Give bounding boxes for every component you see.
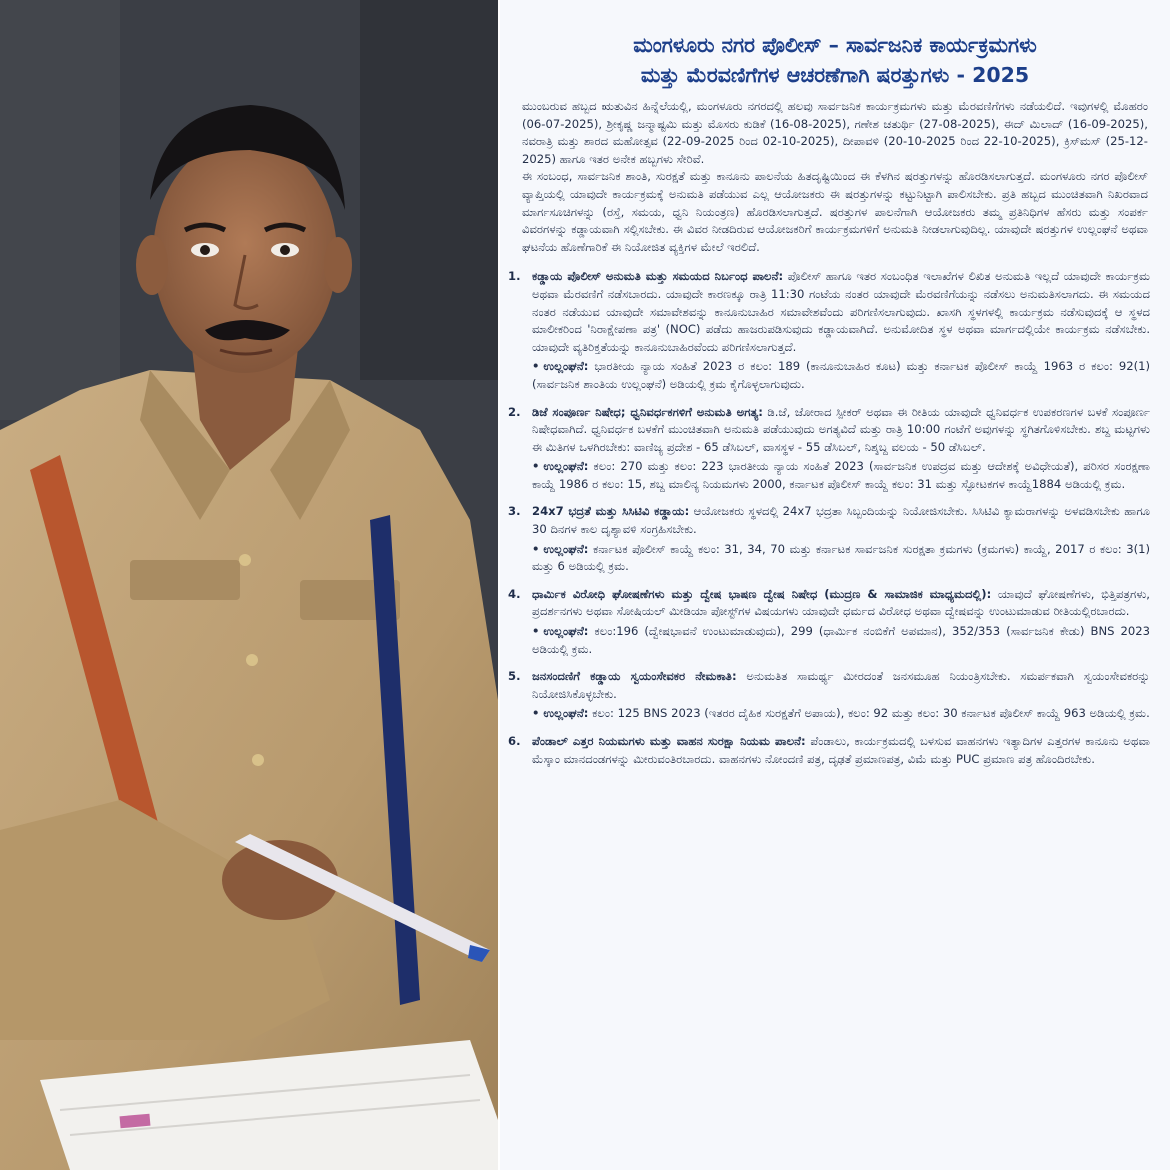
rule-body: ಯಾವುದೆ ಘೋಷಣೆಗಳು, ಭಿತ್ತಿಪತ್ರಗಳು, ಪ್ರದರ್ಶನಗಳು ಅಥವಾ ಸೋಷಿಯಲ್ ಮೀಡಿಯಾ ಪೋಸ್ಟ್‌ಗಳ ವಿಷಯಗಳು ಯಾವುದೇ ಧರ್ಮದ ವಿರೋಧ ಅಥವಾ ದ್ವೇಷವನ್ನು ಉಂಟುಮಾಡುವ ರೀತಿಯಲ್ಲಿರಬಾರದು. xyxy=(532,586,1150,619)
rule-body: ಪೊಲೀಸ್ ಹಾಗೂ ಇತರ ಸಂಬಂಧಿತ ಇಲಾಖೆಗಳ ಲಿಖಿತ ಅನುಮತಿ ಇಲ್ಲದೆ ಯಾವುದೇ ಕಾರ್ಯಕ್ರಮ ಅಥವಾ ಮೆರವಣಿಗೆ ನಡೆಸಬಾರದು. ಯಾವುದೇ ಕಾರಣಕ್ಕೂ ರಾತ್ರಿ 11:30 ಗಂಟೆಯ ನಂತರ ಯಾವುದೇ ಮೆರವಣಿಗೆಯನ್ನು ನಡೆಸಲು ಅನುಮತಿಸಲಾಗದು. ಈ ಸಮಯದ ನಂತರ ನಡೆಯುವ ಯಾವುದೇ ಸಮಾವೇಶವನ್ನು ಕಾನೂನುಬಾಹಿರ ಸಮಾವೇಶವೆಂದು ಪರಿಗಣಿಸಲಾಗುವುದು. ಖಾಸಗಿ ಸ್ಥಳಗಳಲ್ಲಿ ಕಾರ್ಯಕ್ರಮ ನಡೆಸುವುದಕ್ಕೆ ಆ ಸ್ಥಳದ ಮಾಲೀಕರಿಂದ 'ನಿರಾಕ್ಷೇಪಣಾ ಪತ್ರ' (NOC) ಪಡೆದು ಹಾಜರುಪಡಿಸುವುದು ಕಡ್ಡಾಯವಾಗಿದೆ. ಅನುಮೋದಿತ ಸ್ಥಳ ಅಥವಾ ಮಾರ್ಗದಲ್ಲಿಯೇ ಕಾರ್ಯಕ್ರಮ ನಡೆಸಬೇಕು. ಯಾವುದೇ ವ್ಯತಿರಿಕ್ತತೆಯನ್ನು ಕಾನೂನುಬಾಹಿರವೆಂದು ಪರಿಗಣಿಸಲಾಗುತ್ತದೆ. xyxy=(532,269,1151,354)
rule-item xyxy=(508,404,1150,494)
violation-text: ಕರ್ನಾಟಕ ಪೊಲೀಸ್ ಕಾಯ್ದೆ ಕಲಂ: 31, 34, 70 ಮತ್ತು ಕರ್ನಾಟಕ ಸಾರ್ವಜನಿಕ ಸುರಕ್ಷತಾ ಕ್ರಮಗಳು (ಕ್ರಮಗಳು) ಕಾಯ್ದೆ, 2017 ರ ಕಲಂ: 3(1) ಮತ್ತು 6 ಅಡಿಯಲ್ಲಿ ಕ್ರಮ. xyxy=(532,541,1150,574)
rule-heading: ಪೆಂಡಾಲ್ ಎತ್ತರ ನಿಯಮಗಳು ಮತ್ತು ವಾಹನ ಸುರಕ್ಷಾ ನಿಯಮ ಪಾಲನೆ: xyxy=(532,734,806,748)
rule-heading: ಕಡ್ಡಾಯ ಪೊಲೀಸ್ ಅನುಮತಿ ಮತ್ತು ಸಮಯದ ನಿರ್ಬಂಧ ಪಾಲನೆ: xyxy=(532,269,784,284)
officer-photo xyxy=(0,0,498,1170)
rule-heading: ಧಾರ್ಮಿಕ ವಿರೋಧಿ ಘೋಷಣೆಗಳು ಮತ್ತು ದ್ವೇಷ ಭಾಷಣ ದ್ವೇಷ ನಿಷೇಧ (ಮುದ್ರಣ & ಸಾಮಾಜಿಕ ಮಾಧ್ಯಮದಲ್ಲಿ): xyxy=(532,586,992,601)
rule-body: ಡಿ.ಜೆ, ಜೋರಾದ ಸ್ಪೀಕರ್ ಅಥವಾ ಈ ರೀತಿಯ ಯಾವುದೇ ಧ್ವನಿವರ್ಧಕ ಉಪಕರಣಗಳ ಬಳಕೆ ಸಂಪೂರ್ಣ ನಿಷೇಧವಾಗಿದೆ. ಧ್ವನಿವರ್ಧಕ ಬಳಕೆಗೆ ಮುಂಚಿತವಾಗಿ ಅನುಮತಿ ಪಡೆಯುವುದು ಅಗತ್ಯವಿದೆ ಮತ್ತು ರಾತ್ರಿ 10:00 ಗಂಟೆಗೆ ಅವುಗಳನ್ನು ಸ್ಥಗಿತಗೊಳಿಸಬೇಕು. ಶಬ್ದ ಮಟ್ಟಗಳು ಈ ಮಿತಿಗಳ ಒಳಗಿರಬೇಕು: ವಾಣಿಜ್ಯ ಪ್ರದೇಶ - 65 ಡೆಸಿಬಲ್, ವಾಸಸ್ಥಳ - 55 ಡೆಸಿಬಲ್, ನಿಶ್ಶಬ್ದ ವಲಯ - 50 ಡೆಸಿಬಲ್. xyxy=(532,404,1150,454)
intro-paragraph-2: ಈ ಸಂಬಂಧ, ಸಾರ್ವಜನಿಕ ಶಾಂತಿ, ಸುರಕ್ಷತೆ ಮತ್ತು ಕಾನೂನು ಪಾಲನೆಯ ಹಿತದೃಷ್ಟಿಯಿಂದ ಈ ಕೆಳಗಿನ ಷರತ್ತುಗಳನ್ನು ಹೊರಡಿಸಲಾಗುತ್ತದೆ. ಮಂಗಳೂರು ನಗರ ಪೊಲೀಸ್ ವ್ಯಾಪ್ತಿಯಲ್ಲಿ ಯಾವುದೇ ಕಾರ್ಯಕ್ರಮಕ್ಕೆ ಅನುಮತಿ ಪಡೆಯುವ ಎಲ್ಲ ಆಯೋಜಕರು ಈ ಷರತ್ತುಗಳನ್ನು ಕಟ್ಟುನಿಟ್ಟಾಗಿ ಪಾಲಿಸಬೇಕು. ಪ್ರತಿ ಹಬ್ಬದ ಮುಂಚಿತವಾಗಿ ನಿಖರವಾದ ಮಾರ್ಗಸೂಚಿಗಳನ್ನು (ರಸ್ತೆ, ಸಮಯ, ಧ್ವನಿ ನಿಯಂತ್ರಣ) ಹೊರಡಿಸಲಾಗುತ್ತದೆ. ಷರತ್ತುಗಳ ಪಾಲನೆಗಾಗಿ ಆಯೋಜಕರು ತಮ್ಮ ಪ್ರತಿನಿಧಿಗಳ ಹೆಸರು ಮತ್ತು ಸಂಪರ್ಕ ವಿವರಗಳನ್ನು ಕಡ್ಡಾಯವಾಗಿ ಸಲ್ಲಿಸಬೇಕು. ಈ ವಿವರ ನೀಡದಿರುವ ಆಯೋಜಕರಿಗೆ ಕಾರ್ಯಕ್ರಮಗಳಿಗೆ ಅನುಮತಿ ನೀಡಲಾಗುವುದಿಲ್ಲ. ಯಾವುದೇ ಷರತ್ತುಗಳ ಉಲ್ಲಂಘನೆ ಅಥವಾ ಘಟನೆಯ ಹೊಣೆಗಾರಿಕೆ ಈ ನಿಯೋಜಿತ ವ್ಯಕ್ತಿಗಳ ಮೇಲೆ ಇರಲಿದೆ. xyxy=(522,169,1148,254)
rule-item xyxy=(508,503,1150,575)
notice-title-line1: ಮಂಗಳೂರು ನಗರ ಪೊಲೀಸ್ – ಸಾರ್ವಜನಿಕ ಕಾರ್ಯಕ್ರಮಗಳು xyxy=(633,33,1037,57)
rule-violation xyxy=(532,705,1150,723)
rule-body: ಪೆಂಡಾಲು, ಕಾರ್ಯಕ್ರಮದಲ್ಲಿ ಬಳಸುವ ವಾಹನಗಳು ಇತ್ಯಾದಿಗಳ ಎತ್ತರಗಳ ಕಾನೂನು ಅಥವಾ ಮೆಸ್ಕಾಂ ಮಾನದಂಡಗಳನ್ನು ಮೀರುವಂತಿರಬಾರದು. ವಾಹನಗಳು ನೋಂದಣಿ ಪತ್ರ, ದೃಢತೆ ಪ್ರಮಾಣಪತ್ರ, ವಿಮೆ ಮತ್ತು PUC ಪ್ರಮಾಣ ಪತ್ರ ಹೊಂದಿರಬೇಕು. xyxy=(532,734,1150,766)
rule-item xyxy=(508,733,1150,768)
notice-intro xyxy=(522,98,1148,256)
rule-body: ಅನುಮತಿತ ಸಾಮರ್ಥ್ಯ ಮೀರದಂತೆ ಜನಸಮೂಹ ನಿಯಂತ್ರಿಸಬೇಕು. ಸಮರ್ಪಕವಾಗಿ ಸ್ವಯಂಸೇವಕರನ್ನು ನಿಯೋಜಿಸಿಕೊಳ್ಳಬೇಕು. xyxy=(532,669,1150,701)
rule-heading: 24x7 ಭದ್ರತೆ ಮತ್ತು ಸಿಸಿಟಿವಿ ಕಡ್ಡಾಯ: xyxy=(532,504,690,519)
rule-body: ಆಯೋಜಕರು ಸ್ಥಳದಲ್ಲಿ 24x7 ಭದ್ರತಾ ಸಿಬ್ಬಂದಿಯನ್ನು ನಿಯೋಜಿಸಬೇಕು. ಸಿಸಿಟಿವಿ ಕ್ಯಾಮರಾಗಳನ್ನು ಅಳವಡಿಸಬೇಕು ಹಾಗೂ 30 ದಿನಗಳ ಕಾಲ ದೃಶ್ಯಾವಳಿ ಸಂಗ್ರಹಿಸಬೇಕು. xyxy=(532,504,1150,537)
rule-violation xyxy=(532,458,1150,493)
notice-panel xyxy=(500,0,1170,1170)
violation-label: ಉಲ್ಲಂಘನೆ: xyxy=(543,459,589,474)
bullet-icon: • xyxy=(532,541,540,556)
rule-number: 6. xyxy=(508,734,521,748)
rule-item xyxy=(508,586,1150,658)
rule-heading: ಡಿಜೆ ಸಂಪೂರ್ಣ ನಿಷೇಧ; ಧ್ವನಿವರ್ಧಕಗಳಿಗೆ ಅನುಮತಿ ಅಗತ್ಯ: xyxy=(532,404,763,419)
violation-label: ಉಲ್ಲಂಘನೆ: xyxy=(543,541,589,556)
bullet-icon: • xyxy=(532,459,540,474)
rules-list xyxy=(508,268,1150,768)
rule-violation xyxy=(532,541,1150,576)
bullet-icon: • xyxy=(532,624,540,639)
violation-label: ಉಲ್ಲಂಘನೆ: xyxy=(543,624,589,639)
violation-text: ಕಲಂ: 125 BNS 2023 (ಇತರರ ದೈಹಿಕ ಸುರಕ್ಷತೆಗೆ ಅಪಾಯ), ಕಲಂ: 92 ಮತ್ತು ಕಲಂ: 30 ಕರ್ನಾಟಕ ಪೊಲೀಸ್ ಕಾಯ್ದೆ 963 ಅಡಿಯಲ್ಲಿ ಕ್ರಮ. xyxy=(592,706,1150,721)
rule-number: 5. xyxy=(508,669,521,684)
violation-label: ಉಲ್ಲಂಘನೆ: xyxy=(543,359,589,374)
bullet-icon: • xyxy=(532,359,540,374)
rule-item xyxy=(508,668,1150,723)
rule-number: 3. xyxy=(508,504,521,519)
rule-number: 1. xyxy=(508,269,521,284)
rule-violation xyxy=(532,358,1150,393)
rule-item xyxy=(508,268,1150,393)
violation-text: ಭಾರತೀಯ ನ್ಯಾಯ ಸಂಹಿತೆ 2023 ರ ಕಲಂ: 189 (ಕಾನೂನುಬಾಹಿರ ಕೂಟ) ಮತ್ತು ಕರ್ನಾಟಕ ಪೊಲೀಸ್ ಕಾಯ್ದೆ 1963 ರ ಕಲಂ: 92(1) (ಸಾರ್ವಜನಿಕ ಶಾಂತಿಯ ಉಲ್ಲಂಘನೆ) ಅಡಿಯಲ್ಲಿ ಕ್ರಮ ಕೈಗೊಳ್ಳಲಾಗುವುದು. xyxy=(532,359,1150,391)
officer-portrait-illustration xyxy=(0,0,498,1170)
rule-heading: ಜನಸಂದಣಿಗೆ ಕಡ್ಡಾಯ ಸ್ವಯಂಸೇವಕರ ನೇಮಕಾತಿ: xyxy=(532,669,737,684)
intro-paragraph-1: ಮುಂಬರುವ ಹಬ್ಬದ ಋತುವಿನ ಹಿನ್ನೆಲೆಯಲ್ಲಿ, ಮಂಗಳೂರು ನಗರದಲ್ಲಿ ಹಲವು ಸಾರ್ವಜನಿಕ ಕಾರ್ಯಕ್ರಮಗಳು ಮತ್ತು ಮೆರವಣಿಗೆಗಳು ನಡೆಯಲಿದೆ. ಇವುಗಳಲ್ಲಿ ಮೊಹರಂ (06-07-2025), ಶ್ರೀಕೃಷ್ಣ ಜನ್ಮಾಷ್ಟಮಿ ಮತ್ತು ಮೊಸರು ಕುಡಿಕೆ (16-08-2025), ಗಣೇಶ ಚತುರ್ಥಿ (27-08-2025), ಈದ್ ಮಿಲಾದ್ (16-09-2025), ನವರಾತ್ರಿ ಮತ್ತು ಶಾರದ ಮಹೋತ್ಸವ (22-09-2025 ರಿಂದ 02-10-2025), ದೀಪಾವಳಿ (20-10-2025 ರಿಂದ 22-10-2025), ಕ್ರಿಸ್‌ಮಸ್ (25-12-2025) ಹಾಗೂ ಇತರ ಅನೇಕ ಹಬ್ಬಗಳು ಸೇರಿವೆ. xyxy=(522,99,1148,166)
violation-label: ಉಲ್ಲಂಘನೆ: xyxy=(543,706,589,721)
rule-number: 2. xyxy=(508,404,521,419)
violation-text: ಕಲಂ:196 (ದ್ವೇಷಭಾವನೆ ಉಂಟುಮಾಡುವುದು), 299 (ಧಾರ್ಮಿಕ ನಂಬಿಕೆಗೆ ಅಪಮಾನ), 352/353 (ಸಾರ್ವಜನಿಕ ಕೇಡು) BNS 2023 ಅಡಿಯಲ್ಲಿ ಕ್ರಮ. xyxy=(532,624,1151,656)
rule-violation xyxy=(532,623,1150,658)
violation-text: ಕಲಂ: 270 ಮತ್ತು ಕಲಂ: 223 ಭಾರತೀಯ ನ್ಯಾಯ ಸಂಹಿತೆ 2023 (ಸಾರ್ವಜನಿಕ ಉಪದ್ರವ ಮತ್ತು ಆದೇಶಕ್ಕೆ ಅವಿಧೇಯತೆ), ಪರಿಸರ ಸಂರಕ್ಷಣಾ ಕಾಯ್ದೆ 1986 ರ ಕಲಂ: 15, ಶಬ್ದ ಮಾಲಿನ್ಯ ನಿಯಮಗಳು 2000, ಕರ್ನಾಟಕ ಪೊಲೀಸ್ ಕಾಯ್ದೆ ಕಲಂ: 31 ಮತ್ತು ಸ್ಫೋಟಕಗಳ ಕಾಯ್ದೆ1884 ಅಡಿಯಲ್ಲಿ ಕ್ರಮ. xyxy=(532,459,1150,491)
notice-title-line2: ಮತ್ತು ಮೆರವಣಿಗೆಗಳ ಆಚರಣೆಗಾಗಿ ಷರತ್ತುಗಳು - 2025 xyxy=(640,63,1030,87)
bullet-icon: • xyxy=(532,706,540,721)
rule-number: 4. xyxy=(508,586,521,601)
notice-title xyxy=(500,30,1170,90)
